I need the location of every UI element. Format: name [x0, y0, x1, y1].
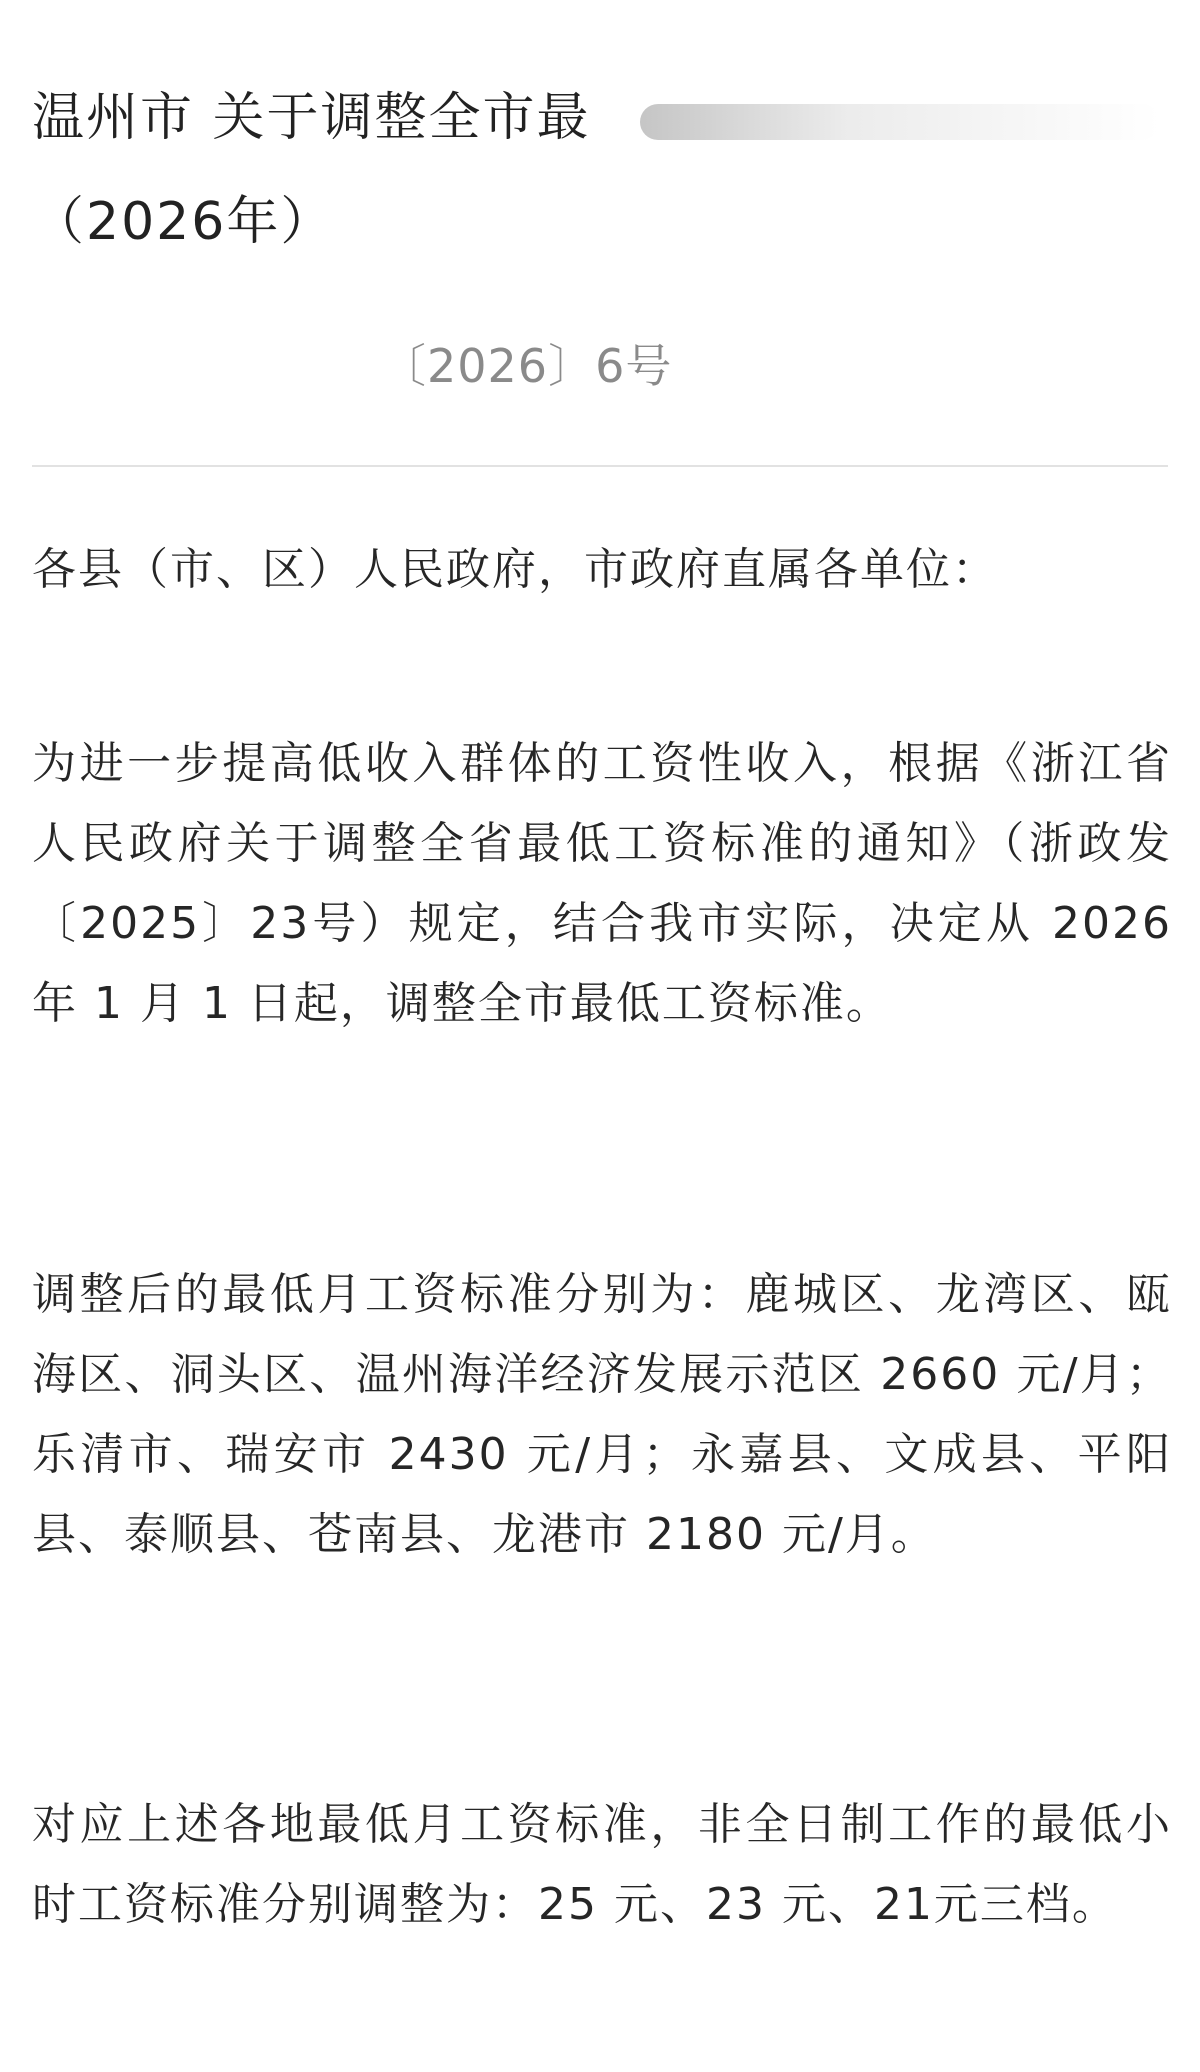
paragraph-basis: 为进一步提高低收入群体的工资性收入，根据《浙江省人民政府关于调整全省最低工资标准的通知》（浙政发〔2025〕23号）规定，结合我市实际，决定从 2026 年 1 月 1 日起，调整全市最低工资标准。 — [32, 738, 1172, 1029]
header-divider — [32, 465, 1168, 467]
document-title-line-1: 温州市 关于调整全市最 — [32, 88, 591, 148]
document-title-line-2: （2026年） — [32, 192, 335, 252]
title-truncation-fade — [640, 104, 1160, 140]
paragraph-monthly-standards: 调整后的最低月工资标准分别为：鹿城区、龙湾区、瓯海区、洞头区、温州海洋经济发展示范区 2660 元/月；乐清市、瑞安市 2430 元/月；永嘉县、文成县、平阳县、泰顺县、苍南县、龙港市 2180 元/月。 — [32, 1269, 1172, 1560]
paragraph-hourly-standards: 对应上述各地最低月工资标准，非全日制工作的最低小时工资标准分别调整为：25 元、23 元、21元三档。 — [32, 1799, 1172, 1930]
document-number: 〔2026〕6号 — [380, 339, 673, 393]
salutation: 各县（市、区）人民政府，市政府直属各单位： — [32, 544, 998, 595]
